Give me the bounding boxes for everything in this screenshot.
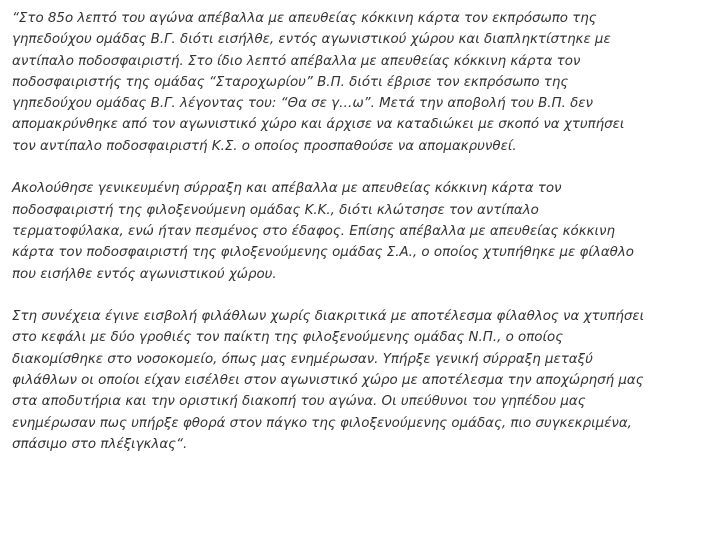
text-line: Ακολούθησε γενικευμένη σύρραξη και απέβαλλα με απευθείας κόκκινη κάρτα τον <box>12 181 562 197</box>
paragraph-3 <box>12 306 702 455</box>
paragraph-2 <box>12 178 702 284</box>
text-line: γηπεδούχου ομάδας Β.Γ. λέγοντας του: “Θα σε γ…ω”. Μετά την αποβολή του Β.Π. δεν <box>12 96 594 112</box>
text-line: τον αντίπαλο ποδοσφαιριστή Κ.Σ. ο οποίος προσπαθούσε να απομακρυνθεί. <box>12 138 517 154</box>
text-line: φιλάθλων οι οποίοι είχαν εισέλθει στον αγωνιστικό χώρο με αποτέλεσμα την αποχώρησή μας <box>12 373 644 389</box>
text-line: Στη συνέχεια έγινε εισβολή φιλάθλων χωρίς διακριτικά με αποτέλεσμα φίλαθλος να χτυπήσει <box>12 309 645 325</box>
text-line: σπάσιμο στο πλέξιγκλας“. <box>12 436 188 452</box>
text-line: αντίπαλο ποδοσφαιριστή. Στο ίδιο λεπτό απέβαλλα με απευθείας κόκκινη κάρτα τον <box>12 53 581 69</box>
text-line: ποδοσφαιριστή της φιλοξενούμενη ομάδας Κ.Κ., διότι κλώτσησε τον αντίπαλο <box>12 202 539 218</box>
text-line: “Στο 85ο λεπτό του αγώνα απέβαλλα με απευθείας κόκκινη κάρτα τον εκπρόσωπο της <box>12 11 597 26</box>
text-line: απομακρύνθηκε από τον αγωνιστικό χώρο και άρχισε να καταδιώκει με σκοπό να χτυπήσει <box>12 117 625 133</box>
text-line: που εισήλθε εντός αγωνιστικού χώρου. <box>12 266 277 282</box>
quoted-report-text <box>12 8 702 477</box>
text-line: διακομίσθηκε στο νοσοκομείο, όπως μας ενημέρωσαν. Υπήρξε γενική σύρραξη μεταξύ <box>12 351 593 367</box>
text-line: κάρτα τον ποδοσφαιριστή της φιλοξενούμενης ομάδας Σ.Α., ο οποίος χτυπήθηκε με φίλαθλο <box>12 245 634 261</box>
text-line: ποδοσφαιριστής της ομάδας “Σταροχωρίου” Β.Π. διότι έβρισε τον εκπρόσωπο της <box>12 74 569 90</box>
text-line: στα αποδυτήρια και την οριστική διακοπή του αγώνα. Οι υπεύθυνοι του γηπέδου μας <box>12 394 586 410</box>
text-line: στο κεφάλι με δύο γροθιές τον παίκτη της φιλοξενούμενης ομάδας Ν.Π., ο οποίος <box>12 330 564 346</box>
text-line: γηπεδούχου ομάδας Β.Γ. διότι εισήλθε, εντός αγωνιστικού χώρου και διαπληκτίστηκε με <box>12 32 611 48</box>
text-line: ενημέρωσαν πως υπήρξε φθορά στον πάγκο της φιλοξενούμενης ομάδας, πιο συγκεκριμένα, <box>12 415 632 431</box>
text-line: τερματοφύλακα, ενώ ήταν πεσμένος στο έδαφος. Επίσης απέβαλλα με απευθείας κόκκινη <box>12 223 615 239</box>
paragraph-1 <box>12 8 702 157</box>
